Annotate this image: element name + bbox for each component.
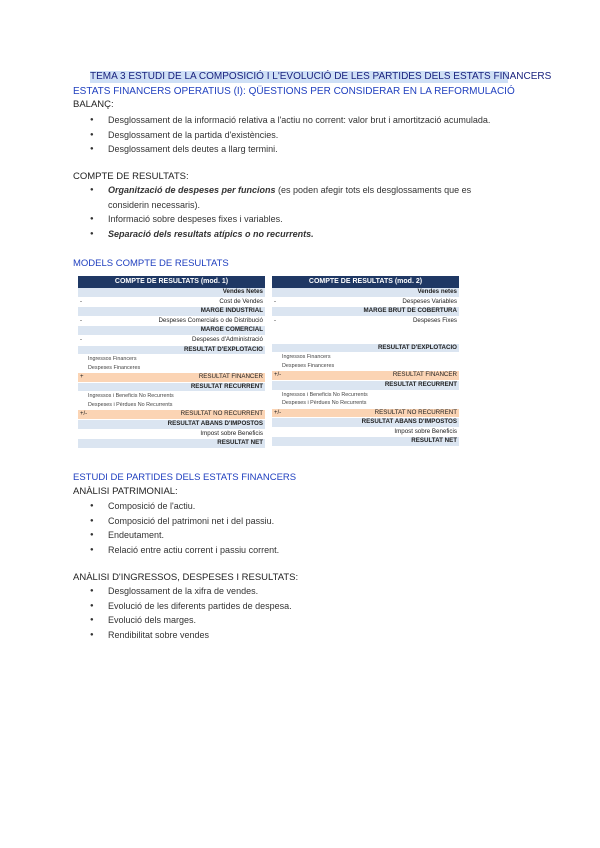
list-item [90,183,500,212]
table-row: Ingressos i Beneficis No Recurrents Despeses i Pèrdues No Recurrents [78,392,265,410]
list-item: ● Rendibilitat sobre vendes [90,628,500,643]
table-row: Impost sobre Beneficis [78,430,265,440]
list-item: ● Evolució de les diferents partides de despesa. [90,599,500,614]
list-item: ● Informació sobre despeses fixes i variables. [90,212,500,227]
balanc-list [90,113,500,157]
list-item-emphasis: Separació dels resultats atípics o no recurrents. [108,228,314,239]
table-header: COMPTE DE RESULTATS (mod. 2) [272,276,459,288]
income-statement-model-1 [78,276,265,449]
table-row: RESULTAT RECURRENT [272,381,459,391]
list-item: ● Desglossament de la informació relativa a l'actiu no corrent: valor brut i amortització acumulada. [90,113,500,128]
table-row: Ingressos Financers Despeses Financeres [78,355,265,373]
table-row: RESULTAT NET [272,437,459,447]
table-row: - Cost de Vendes [78,298,265,308]
list-item: ● Relació entre actiu corrent i passiu corrent. [90,543,500,558]
balanc-heading: BALANÇ: [73,99,114,110]
table-row: RESULTAT ABANS D'IMPOSTOS [78,420,265,430]
estudi-heading: ESTUDI DE PARTIDES DELS ESTATS FINANCERS [73,472,297,483]
income-statement-model-2 [272,276,459,447]
table-row: RESULTAT ABANS D'IMPOSTOS [272,418,459,428]
list-item: ● Desglossament de la partida d'existències. [90,128,500,143]
table-row: - Despeses Fixes [272,317,459,344]
table-row: - Despeses Variables [272,298,459,308]
table-row: Vendes netes [272,288,459,298]
table-row: RESULTAT D'EXPLOTACIÓ [78,346,265,356]
list-item-emphasis: Organització de despeses per funcions [108,185,276,195]
table-row: - Despeses d'Administració [78,336,265,346]
list-item [90,227,500,242]
resultats-heading: ANÀLISI D'INGRESSOS, DESPESES I RESULTATS: [73,572,299,583]
table-row: - Despeses Comercials o de Distribució [78,317,265,327]
table-row: Ingressos i Beneficis No Recurrents Despeses i Pèrdues No Recurrents [272,391,459,409]
list-item: ● Composició de l'actiu. [90,499,500,514]
table-header: COMPTE DE RESULTATS (mod. 1) [78,276,265,288]
list-item: ● Endeutament. [90,528,500,543]
compte-heading: COMPTE DE RESULTATS: [73,171,189,182]
list-item-text: (es poden afegir tots els desglossaments que es considerin necessaris). [108,185,472,210]
section-subtitle: ESTATS FINANCERS OPERATIUS (I): QÜESTIONS PER CONSIDERAR EN LA REFORMULACIÓ [73,86,515,97]
table-row: MARGE COMERCIAL [78,326,265,336]
table-row: RESULTAT D'EXPLOTACIÓ [272,344,459,354]
compte-list [90,183,500,241]
models-heading: MODELS COMPTE DE RESULTATS [73,258,229,269]
list-item: ● Evolució dels marges. [90,613,500,628]
list-item: ● Desglossament de la xifra de vendes. [90,584,500,599]
table-row: Ingressos Financers Despeses Financeres [272,353,459,371]
resultats-list [90,584,500,642]
table-row: Impost sobre Beneficis [272,428,459,438]
table-row: RESULTAT NET [78,439,265,449]
table-row: +/- RESULTAT NO RECURRENT [78,410,265,420]
table-row: Vendes Netes [78,288,265,298]
document-title: TEMA 3 ESTUDI DE LA COMPOSICIÓ I L'EVOLUCIÓ DE LES PARTIDES DELS ESTATS FINANCERS [90,71,552,82]
table-row: +/- RESULTAT FINANCER [272,371,459,381]
table-row: + RESULTAT FINANCER [78,373,265,383]
table-row: MARGE BRUT DE COBERTURA [272,307,459,317]
list-item: ● Composició del patrimoni net i del passiu. [90,514,500,529]
table-row: MARGE INDUSTRIAL [78,307,265,317]
table-row: RESULTAT RECURRENT [78,383,265,393]
patrimonial-list [90,499,500,557]
list-item: ● Desglossament dels deutes a llarg termini. [90,142,500,157]
patrimonial-heading: ANÀLISI PATRIMONIAL: [73,486,178,497]
table-row: +/- RESULTAT NO RECURRENT [272,409,459,419]
